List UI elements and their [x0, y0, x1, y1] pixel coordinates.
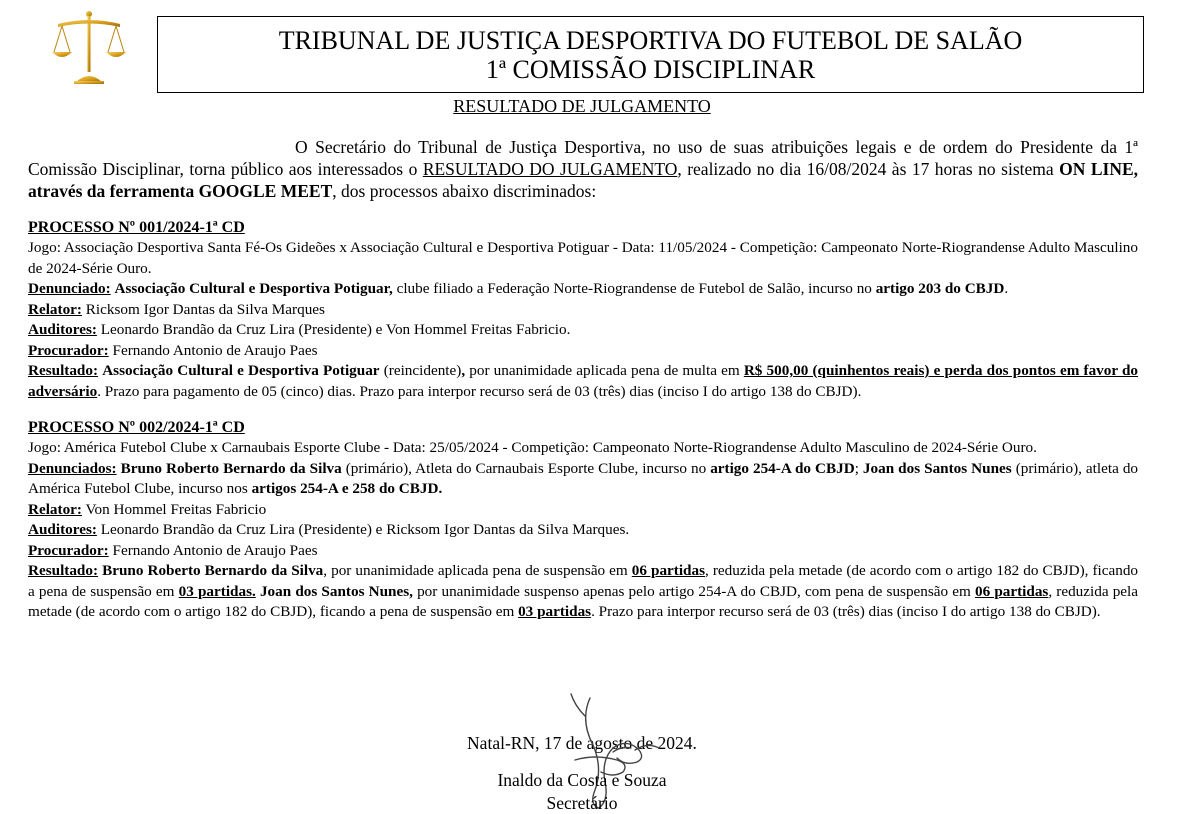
text: Leonardo Brandão da Cruz Lira (Presidente) e Von Hommel Freitas Fabricio. — [96, 321, 571, 338]
signatory-name: Inaldo da Costa e Souza — [497, 770, 667, 790]
text: Leonardo Brandão da Cruz Lira (Presidente) e Ricksom Igor Dantas da Silva Marques. — [96, 521, 630, 538]
bold-text: , — [461, 362, 466, 379]
process-1-auditores — [28, 320, 1138, 341]
text: clube filiado a Federação Norte-Riograndense de Futebol de Salão, incurso no — [392, 280, 876, 297]
process-1-relator — [28, 300, 1138, 321]
label: Resultado: — [28, 362, 99, 379]
bold-text: Joan dos Santos Nunes — [862, 459, 1012, 477]
intro-text: O Secretário do Tribunal de Justiça Desportiva, no uso de suas atribuições legais e de ordem do Presidente da 1ª Comissão Disciplinar, torna público aos interessados o — [28, 137, 1138, 179]
label: Denunciados: — [28, 459, 117, 477]
commission-title: 1ª COMISSÃO DISCIPLINAR — [485, 55, 816, 84]
intro-text: , dos processos abaixo discriminados: — [332, 181, 597, 201]
label: Auditores: — [28, 521, 97, 538]
process-1 — [28, 218, 1138, 402]
process-2 — [28, 418, 1138, 623]
document-subtitle: RESULTADO DE JULGAMENTO — [453, 96, 711, 116]
penalty-text: 06 partidas — [974, 582, 1049, 600]
process-2-denunciados — [28, 459, 1138, 500]
bold-text: artigo 203 do CBJD — [875, 280, 1005, 297]
penalty-text: 03 partidas. — [178, 582, 256, 600]
signatory-role: Secretário — [546, 793, 618, 813]
intro-text: , realizado no dia 16/08/2024 às 17 horas no sistema — [677, 159, 1060, 179]
bold-text: Associação Cultural e Desportiva Potiguar — [102, 362, 380, 379]
process-1-resultado — [28, 361, 1138, 402]
label: Auditores: — [28, 321, 97, 338]
process-2-procurador — [28, 541, 1138, 562]
process-2-auditores — [28, 520, 1138, 541]
process-1-jogo: Jogo: Associação Desportiva Santa Fé-Os Gideões x Associação Cultural e Desportiva Potiguar - Data: 11/05/2024 - Competição: Campeonato Norte-Riograndense Adulto Masculino de 2024-Série Ouro. — [28, 239, 1138, 277]
bold-text: artigo 254-A do CBJD — [710, 459, 855, 477]
text: . Prazo para pagamento de 05 (cinco) dias. Prazo para interpor recurso será de 03 (três) dias (inciso I do artigo 138 do CBJD). — [97, 382, 862, 400]
penalty-text: R$ 500,00 (quinhentos reais) e perda dos pontos em favor do adversário — [28, 362, 1139, 400]
text: , reduzida pela metade (de acordo com o artigo 182 do CBJD), ficando a pena de suspensão em — [28, 562, 1139, 600]
intro-bold: ON LINE, através da ferramenta GOOGLE MEET — [28, 159, 1139, 201]
text: Fernando Antonio de Araujo Paes — [108, 341, 318, 359]
handwritten-signature-icon — [555, 690, 670, 810]
text: Von Hommel Freitas Fabricio — [81, 500, 267, 518]
penalty-text: 06 partidas — [631, 562, 706, 579]
bold-text: Joan dos Santos Nunes, — [259, 582, 413, 600]
label: Relator: — [28, 500, 82, 518]
label: Resultado: — [28, 562, 99, 579]
bold-text: Associação Cultural e Desportiva Potiguar, — [114, 280, 393, 297]
process-1-title: PROCESSO Nº 001/2024-1ª CD — [28, 219, 245, 236]
intro-underlined: RESULTADO DO JULGAMENTO — [422, 159, 678, 179]
header-box — [157, 16, 1144, 93]
text: Fernando Antonio de Araujo Paes — [108, 541, 318, 559]
text: ; — [854, 459, 863, 477]
text: (reincidente) — [379, 362, 462, 379]
process-2-relator — [28, 500, 1138, 521]
process-1-denunciado — [28, 279, 1138, 300]
label: Relator: — [28, 300, 82, 318]
penalty-text: 03 partidas — [518, 603, 592, 620]
process-2-title: PROCESSO Nº 002/2024-1ª CD — [28, 419, 245, 436]
tribunal-title: TRIBUNAL DE JUSTIÇA DESPORTIVA DO FUTEBOL DE SALÃO — [278, 26, 1023, 55]
label: Procurador: — [28, 341, 109, 359]
process-2-jogo: Jogo: América Futebol Clube x Carnaubais Esporte Clube - Data: 25/05/2024 - Competição: Campeonato Norte-Riograndense Adulto Masculino de 2024-Série Ouro. — [28, 439, 1037, 456]
text: . — [1004, 280, 1009, 297]
scales-of-justice-icon — [50, 8, 128, 86]
text: (primário), atleta do América Futebol Clube, incurso nos — [28, 459, 1139, 497]
label: Procurador: — [28, 541, 109, 559]
process-2-resultado — [28, 561, 1138, 623]
bold-text: Bruno Roberto Bernardo da Silva — [120, 459, 342, 477]
document-body — [28, 136, 1138, 623]
bold-text: Bruno Roberto Bernardo da Silva — [102, 562, 324, 579]
intro-paragraph — [28, 136, 1138, 202]
text: Ricksom Igor Dantas da Silva Marques — [81, 300, 325, 318]
text: . Prazo para interpor recurso será de 03 (três) dias (inciso I do artigo 138 do CBJD). — [591, 603, 1101, 620]
text: , por unanimidade aplicada pena de suspensão em — [323, 562, 632, 579]
label: Denunciado: — [28, 280, 111, 297]
bold-text: artigos 254-A e 258 do CBJD. — [251, 480, 443, 497]
text: por unanimidade aplicada pena de multa em — [465, 362, 744, 379]
text: (primário), Atleta do Carnaubais Esporte Clube, incurso no — [341, 459, 711, 477]
text: por unanimidade suspenso apenas pelo artigo 254-A do CBJD, com pena de suspensão em — [412, 582, 975, 600]
text: , reduzida pela metade (de acordo com o artigo 182 do CBJD), ficando a pena de suspensão em — [28, 582, 1139, 620]
place-date: Natal-RN, 17 de agosto de 2024. — [467, 733, 697, 753]
process-1-procurador — [28, 341, 1138, 362]
